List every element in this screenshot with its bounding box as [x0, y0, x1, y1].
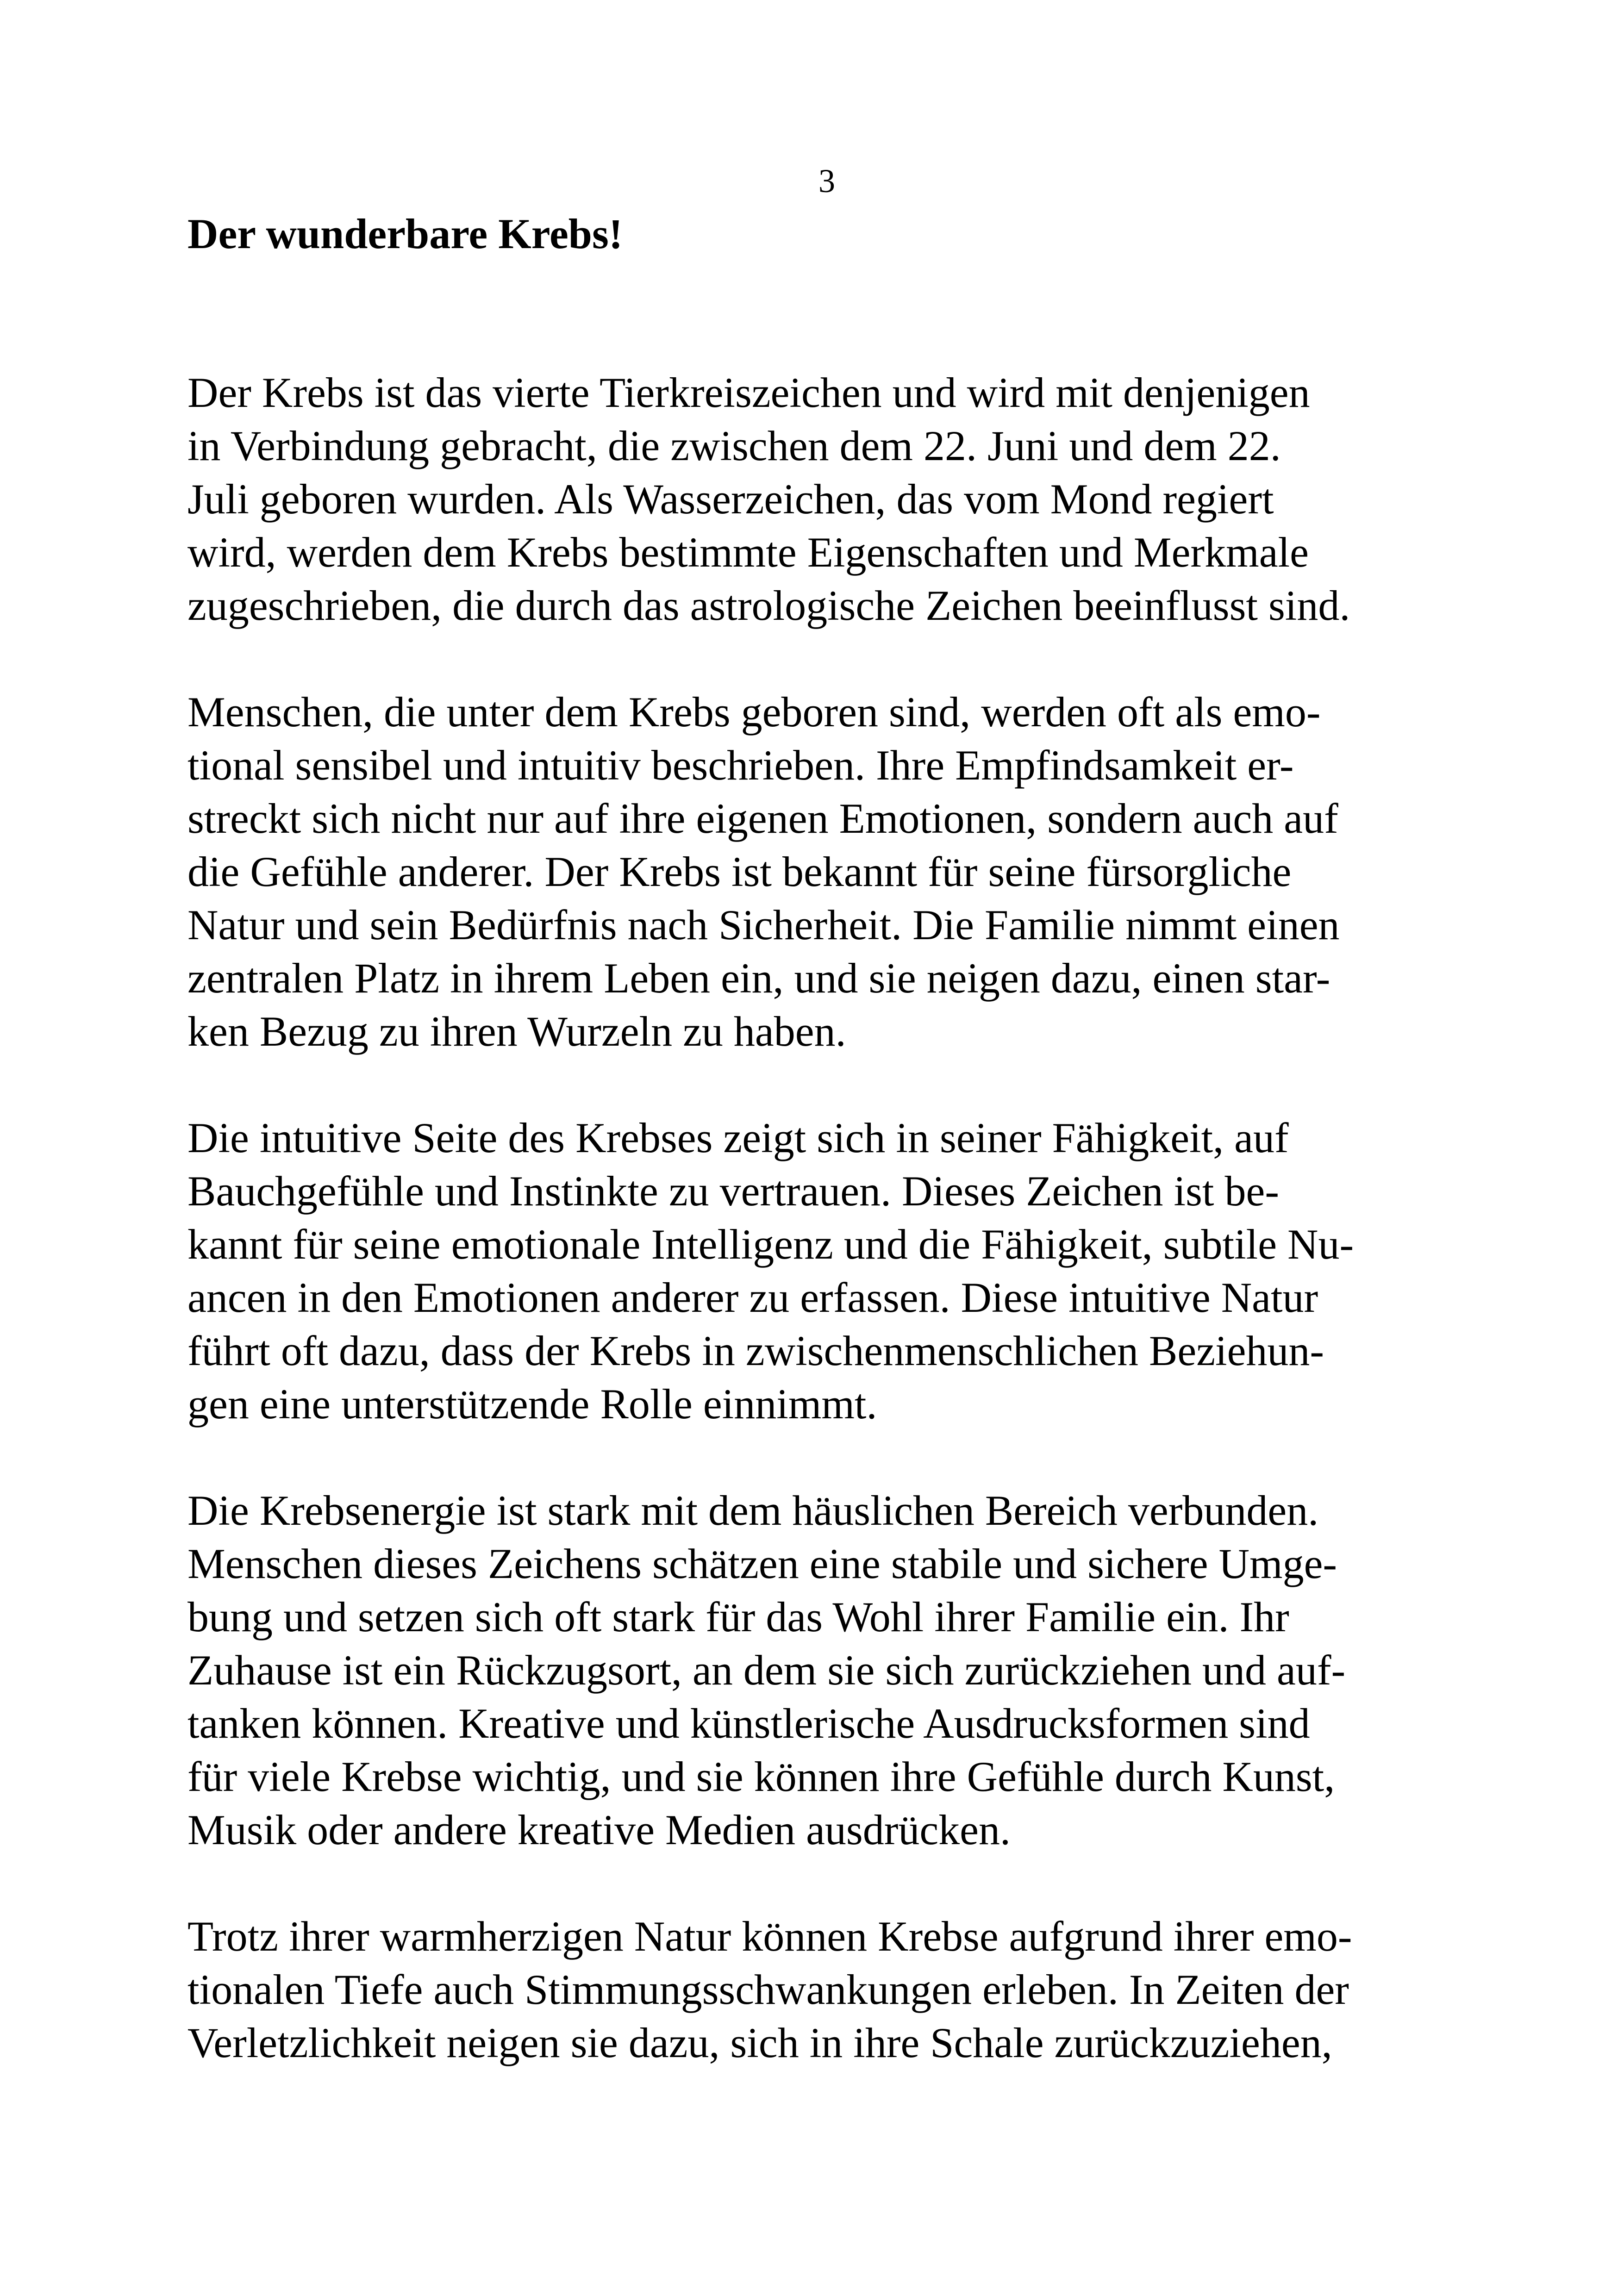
text-line: in Verbindung gebracht, die zwischen dem 22. Juni und dem 22. [187, 422, 1281, 469]
paragraph [187, 366, 1474, 632]
text-line: ken Bezug zu ihren Wurzeln zu haben. [187, 1008, 846, 1055]
text-line: zugeschrieben, die durch das astrologische Zeichen beeinflusst sind. [187, 582, 1350, 629]
page-number: 3 [818, 162, 835, 200]
text-line: die Gefühle anderer. Der Krebs ist bekannt für seine fürsorgliche [187, 848, 1292, 895]
text-line: Der Krebs ist das vierte Tierkreiszeichen und wird mit denjenigen [187, 369, 1310, 416]
text-line: bung und setzen sich oft stark für das Wohl ihrer Familie ein. Ihr [187, 1593, 1289, 1640]
text-line: Musik oder andere kreative Medien ausdrücken. [187, 1806, 1011, 1853]
paragraph [187, 1910, 1474, 2070]
text-line: Menschen, die unter dem Krebs geboren sind, werden oft als emo- [187, 688, 1321, 736]
text-line: zentralen Platz in ihrem Leben ein, und sie neigen dazu, einen star- [187, 954, 1330, 1002]
text-line: Verletzlichkeit neigen sie dazu, sich in ihre Schale zurückzuziehen, [187, 2019, 1332, 2066]
text-line: kannt für seine emotionale Intelligenz und die Fähigkeit, subtile Nu- [187, 1221, 1354, 1268]
text-line: führt oft dazu, dass der Krebs in zwischenmenschlichen Beziehun- [187, 1327, 1324, 1374]
text-line: wird, werden dem Krebs bestimmte Eigenschaften und Merkmale [187, 529, 1309, 576]
page-title: Der wunderbare Krebs! [187, 210, 623, 257]
text-line: Zuhause ist ein Rückzugsort, an dem sie sich zurückziehen und auf- [187, 1646, 1346, 1694]
text-line: tionalen Tiefe auch Stimmungsschwankungen erleben. In Zeiten der [187, 1966, 1349, 2013]
paragraph [187, 686, 1474, 1058]
document-body [187, 207, 1474, 2070]
text-line: Juli geboren wurden. Als Wasserzeichen, das vom Mond regiert [187, 475, 1274, 523]
text-line: tanken können. Kreative und künstlerische Ausdrucksformen sind [187, 1700, 1310, 1747]
text-line: Natur und sein Bedürfnis nach Sicherheit. Die Familie nimmt einen [187, 901, 1340, 948]
text-line: Trotz ihrer warmherzigen Natur können Krebse aufgrund ihrer emo- [187, 1913, 1352, 1960]
text-line: ancen in den Emotionen anderer zu erfassen. Diese intuitive Natur [187, 1274, 1318, 1321]
text-line: gen eine unterstützende Rolle einnimmt. [187, 1380, 877, 1428]
text-line: Die Krebsenergie ist stark mit dem häuslichen Bereich verbunden. [187, 1487, 1319, 1534]
text-line: Bauchgefühle und Instinkte zu vertrauen. Dieses Zeichen ist be- [187, 1167, 1279, 1215]
text-line: tional sensibel und intuitiv beschrieben. Ihre Empfindsamkeit er- [187, 742, 1294, 789]
text-line: Menschen dieses Zeichens schätzen eine stabile und sichere Umge- [187, 1540, 1337, 1587]
text-line: Die intuitive Seite des Krebses zeigt sich in seiner Fähigkeit, auf [187, 1114, 1289, 1161]
text-line: streckt sich nicht nur auf ihre eigenen Emotionen, sondern auch auf [187, 795, 1338, 842]
paragraph [187, 1484, 1474, 1857]
text-line: für viele Krebse wichtig, und sie können ihre Gefühle durch Kunst, [187, 1753, 1335, 1800]
paragraph [187, 1111, 1474, 1431]
